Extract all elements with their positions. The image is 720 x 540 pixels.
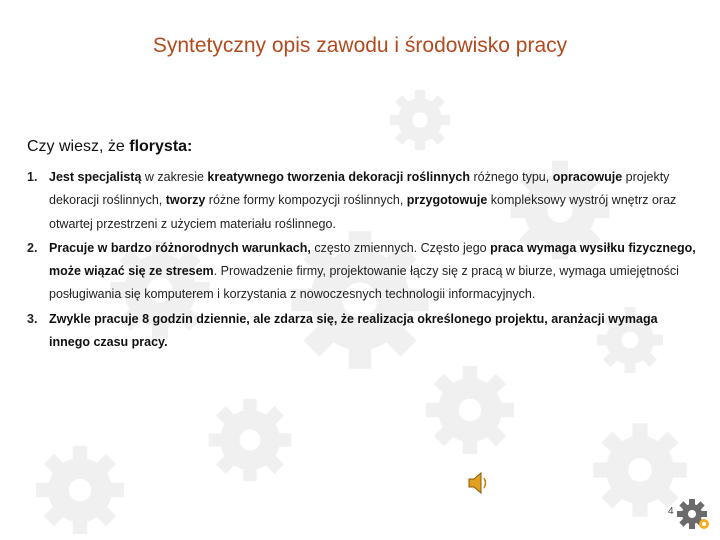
gear-watermark (36, 446, 124, 534)
list-item-text: często zmiennych. Często jego (310, 240, 491, 255)
list-item-bold-text: przygotowuje (406, 193, 488, 208)
lead-prefix: Czy wiesz, że (27, 138, 130, 155)
list-item-bold-text: Jest specjalistą (49, 170, 142, 184)
page-number: 4 (668, 506, 674, 517)
list-item (27, 166, 697, 236)
speaker-icon[interactable] (466, 470, 490, 501)
lead-bold: florysta: (129, 138, 193, 155)
list-item-bold-text: Zwykle pracuje 8 godzin dziennie, ale zdarza się, że realizacja określonego projektu, aranżacji wymaga innego czasu pracy. (49, 311, 658, 350)
list-item-bold-text: praca wymaga wysiłku fizycznego, może wiązać się ze stresem (49, 240, 696, 279)
list-item-bold-text: tworzy (165, 193, 206, 208)
list-item-bold-text: kreatywnego tworzenia dekoracji roślinnych (207, 170, 471, 184)
gear-watermark (426, 366, 514, 454)
list-item-number: 1. (27, 170, 38, 184)
list-item-text: różne formy kompozycji roślinnych, (205, 193, 407, 208)
slide-title: Syntetyczny opis zawodu i środowisko pracy (152, 34, 568, 57)
list-item-number: 2. (27, 240, 38, 255)
list-item-text: kompleksowy wystrój wnętrz oraz otwartej przestrzeni z użyciem materiału roślinnego. (49, 193, 677, 231)
list-item (27, 237, 697, 307)
lead-text (27, 138, 697, 156)
list-item (27, 308, 697, 355)
list-item-text: projekty dekoracji roślinnych, (49, 170, 670, 208)
list-item-text: . Prowadzenie firmy, projektowanie łączy się z pracą w biurze, wymaga umiejętności posługiwania się komputerem i korzystania z nowoczesnych technologii informacyjnych. (49, 264, 679, 302)
list-item-text: w zakresie (141, 170, 208, 184)
info-list (27, 166, 697, 354)
slide-content (27, 138, 697, 355)
gear-watermark (209, 399, 292, 482)
list-item-bold-text: opracowuje (552, 170, 623, 184)
list-item-number: 3. (27, 311, 38, 326)
list-item-bold-text: Pracuje w bardzo różnorodnych warunkach, (49, 240, 311, 255)
list-item-text: różnego typu, (470, 170, 553, 184)
gear-icon (672, 494, 712, 539)
